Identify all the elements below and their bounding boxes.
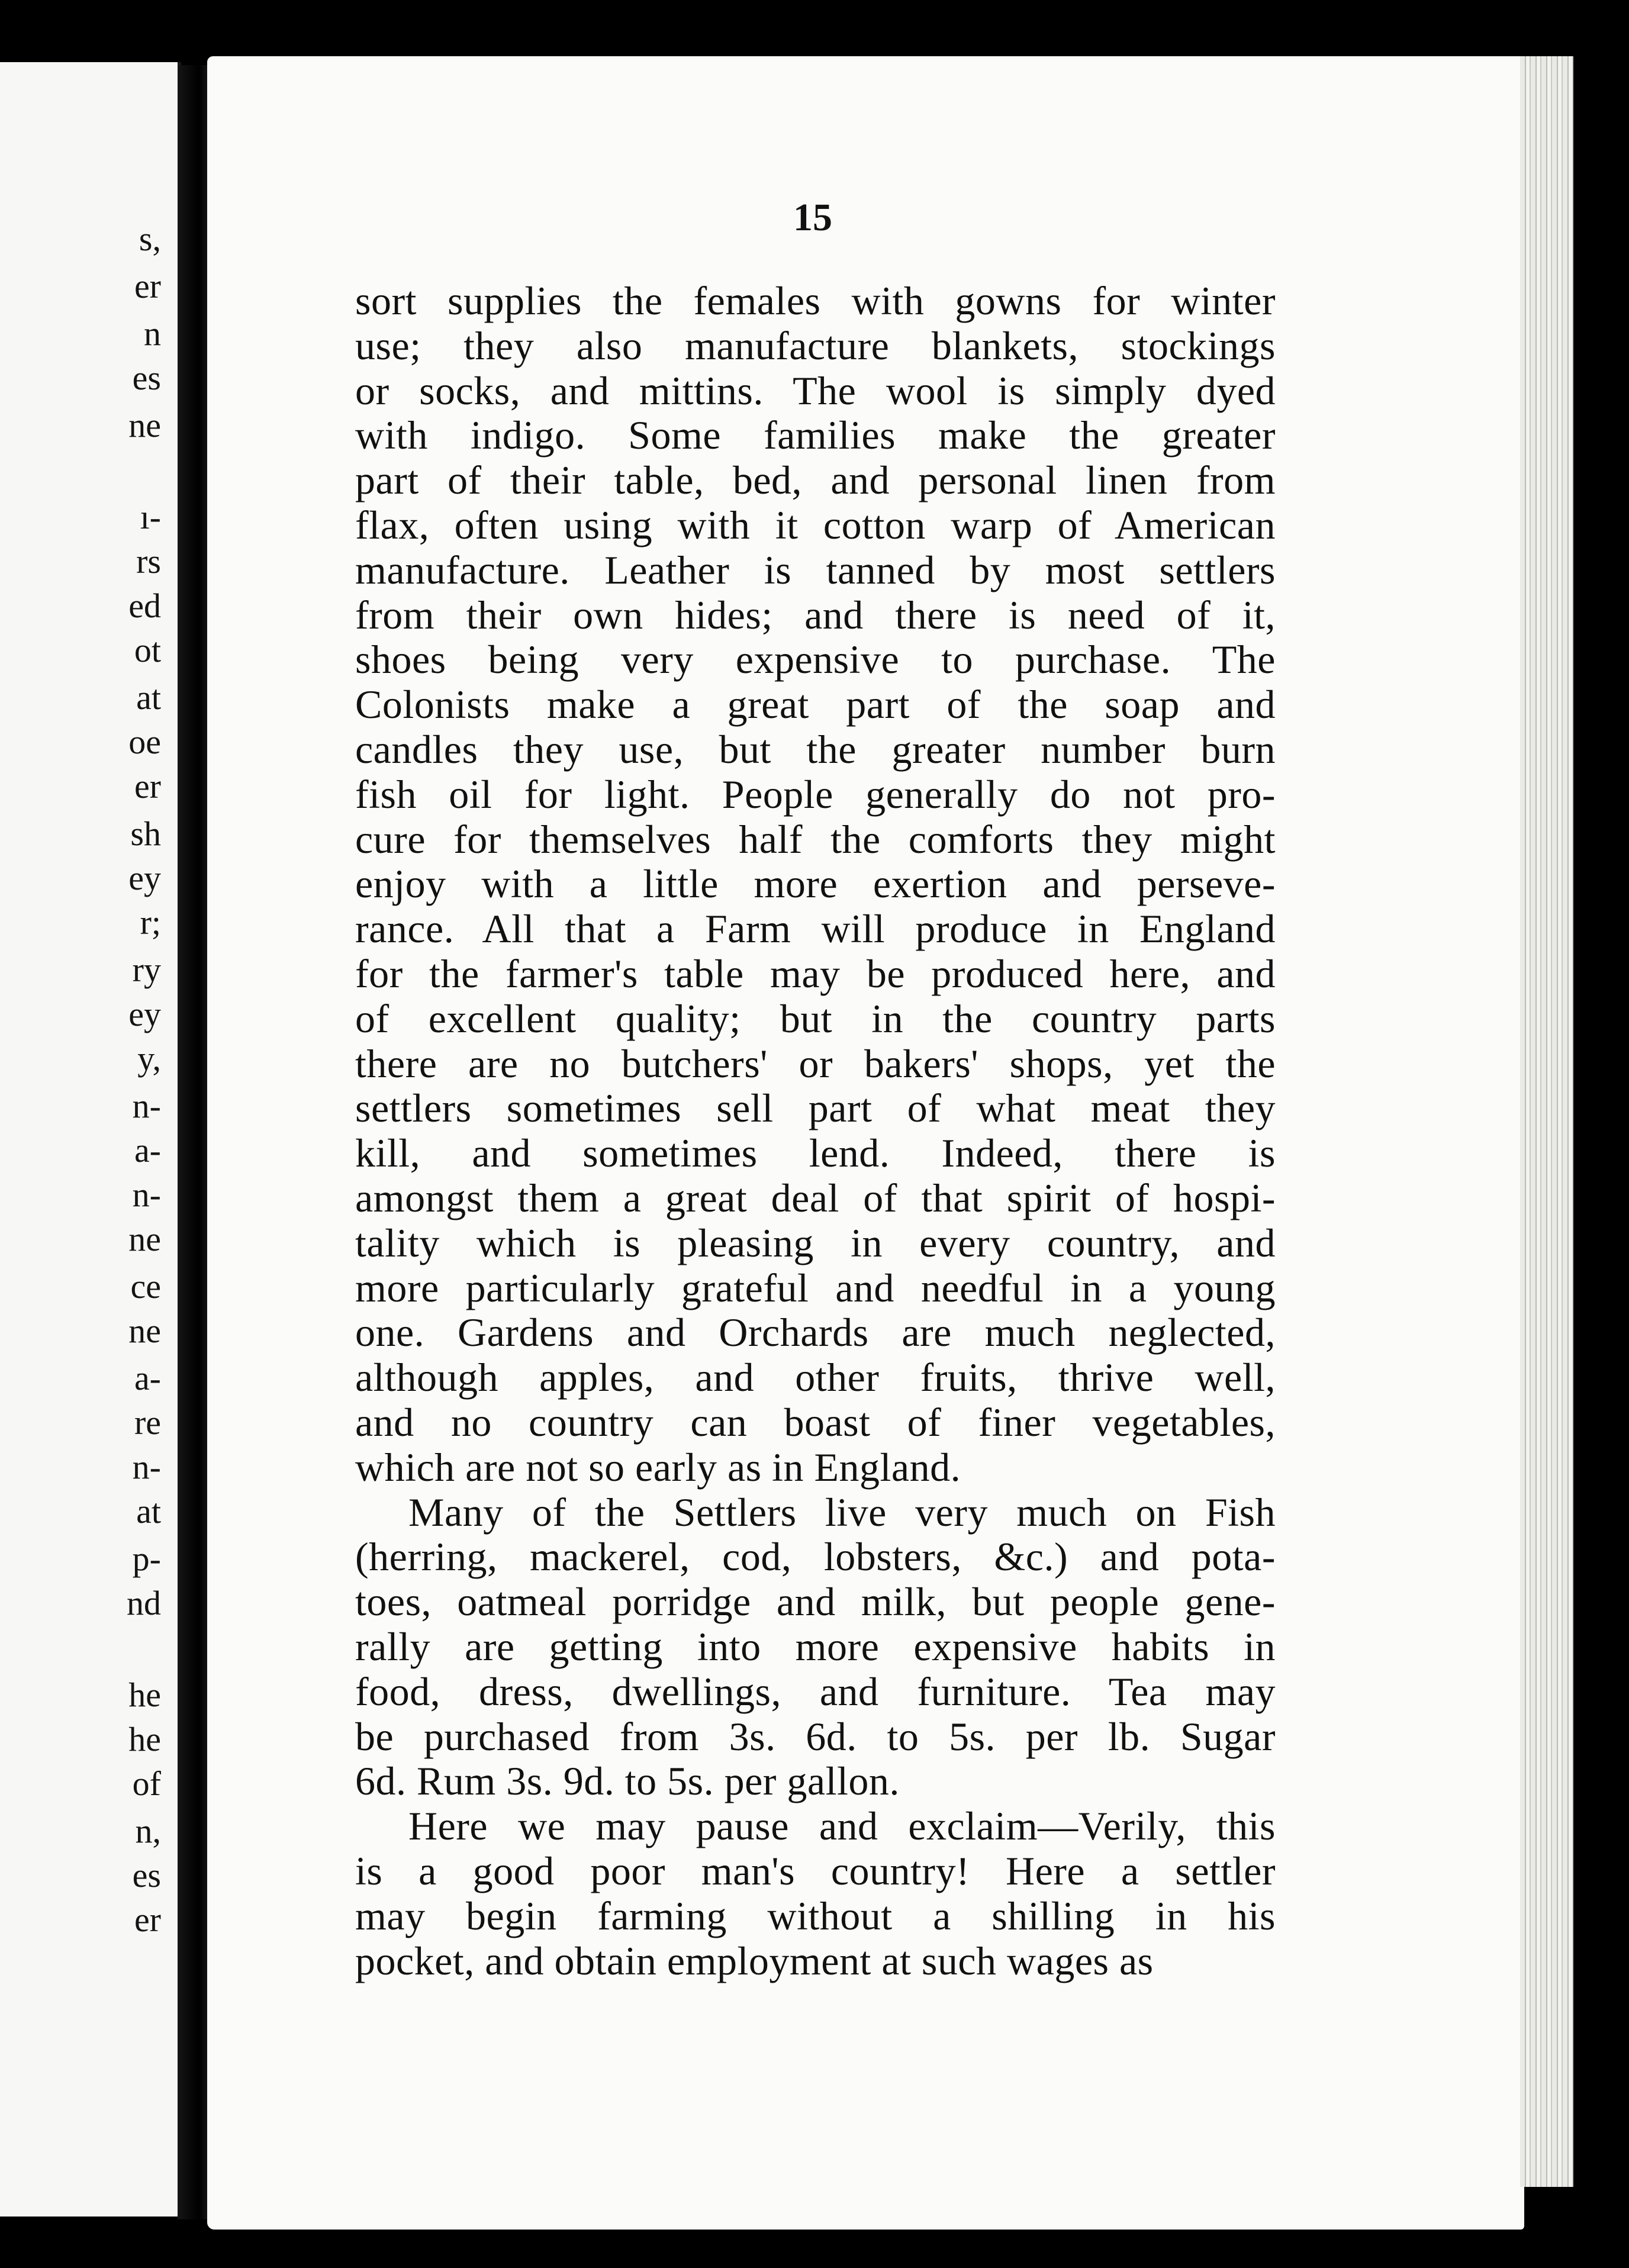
text-line: although apples, and other fruits, thrive well, — [355, 1355, 1276, 1400]
text-line: is a good poor man's country! Here a settler — [355, 1848, 1276, 1893]
left-page-fragment: ed — [128, 587, 161, 625]
text-line: for the farmer's table may be produced here, and — [355, 951, 1276, 996]
left-page-fragment: ey — [128, 859, 161, 897]
page-number: 15 — [793, 196, 832, 239]
text-line: there are no butchers' or bakers' shops, yet the — [355, 1041, 1276, 1086]
text-line: and no country can boast of finer vegetables, — [355, 1400, 1276, 1445]
text-line: rance. All that a Farm will produce in England — [355, 906, 1276, 951]
left-page-fragment: ne — [128, 1220, 161, 1258]
left-page-fragment: at — [136, 1492, 161, 1531]
left-page-fragment: sh — [130, 814, 161, 853]
text-line: or socks, and mittins. The wool is simply dyed — [355, 368, 1276, 413]
left-page-fragment: oe — [128, 723, 161, 761]
left-page-fragment: ı- — [140, 498, 161, 536]
text-line: pocket, and obtain employment at such wages as — [355, 1938, 1154, 1983]
left-page-fragment: y, — [137, 1039, 161, 1078]
left-page-fragment: n- — [132, 1087, 161, 1125]
left-page-fragment: s, — [139, 220, 161, 258]
left-page-fragment: at — [136, 678, 161, 717]
left-page-fragment: er — [134, 767, 161, 806]
left-page-fragment: n — [144, 314, 161, 353]
left-facing-page — [0, 62, 181, 2217]
text-line: rally are getting into more expensive habits in — [355, 1624, 1276, 1669]
left-page-fragment: r; — [140, 903, 161, 942]
left-page-fragment: er — [134, 267, 161, 305]
text-line: tality which is pleasing in every country, and — [355, 1220, 1276, 1265]
left-page-fragment: a- — [134, 1359, 161, 1397]
left-page-fragment: ey — [128, 995, 161, 1033]
left-page-fragment: ne — [128, 1312, 161, 1350]
text-line: Colonists make a great part of the soap and — [355, 682, 1276, 727]
left-page-fragment: of — [132, 1764, 161, 1803]
text-line: sort supplies the females with gowns for winter — [355, 278, 1276, 323]
text-line: 6d. Rum 3s. 9d. to 5s. per gallon. — [355, 1758, 900, 1803]
text-line: manufacture. Leather is tanned by most settlers — [355, 547, 1276, 592]
left-page-fragment: es — [132, 359, 161, 397]
text-line: food, dress, dwellings, and furniture. Tea may — [355, 1669, 1276, 1714]
text-line: shoes being very expensive to purchase. The — [355, 637, 1276, 682]
text-line: with indigo. Some families make the greater — [355, 413, 1276, 458]
left-page-fragment: rs — [136, 542, 161, 581]
page-edges — [1520, 56, 1573, 2187]
text-line: which are not so early as in England. — [355, 1445, 961, 1490]
left-page-fragment: n, — [135, 1812, 161, 1850]
text-line: settlers sometimes sell part of what meat they — [355, 1085, 1276, 1130]
left-page-fragment: ry — [132, 951, 161, 989]
text-line: kill, and sometimes lend. Indeed, there is — [355, 1130, 1276, 1175]
left-page-fragment: he — [128, 1676, 161, 1714]
text-line: Many of the Settlers live very much on Fish — [408, 1490, 1276, 1535]
left-page-fragment: n- — [132, 1175, 161, 1214]
text-line: one. Gardens and Orchards are much neglected, — [355, 1310, 1276, 1355]
left-page-fragment: he — [128, 1720, 161, 1758]
text-line: enjoy with a little more exertion and perseve- — [355, 861, 1276, 906]
text-line: more particularly grateful and needful in a young — [355, 1265, 1276, 1310]
text-line: part of their table, bed, and personal linen from — [355, 458, 1276, 502]
left-page-fragment: ne — [128, 406, 161, 444]
text-line: from their own hides; and there is need of it, — [355, 592, 1276, 637]
text-line: amongst them a great deal of that spirit of hospi- — [355, 1175, 1276, 1220]
text-line: may begin farming without a shilling in his — [355, 1893, 1276, 1938]
left-page-fragment: a- — [134, 1131, 161, 1170]
left-page-fragment: n- — [132, 1448, 161, 1486]
left-page-fragment: p- — [132, 1539, 161, 1578]
text-line: Here we may pause and exclaim—Verily, this — [408, 1803, 1276, 1848]
left-page-fragment: es — [132, 1856, 161, 1895]
left-page-fragment: er — [134, 1900, 161, 1939]
left-page-fragment: nd — [127, 1584, 161, 1622]
text-line: of excellent quality; but in the country parts — [355, 996, 1276, 1041]
text-line: flax, often using with it cotton warp of American — [355, 502, 1276, 547]
left-page-fragment: ce — [130, 1267, 161, 1306]
text-line: (herring, mackerel, cod, lobsters, &c.) and pota- — [355, 1534, 1276, 1579]
text-line: use; they also manufacture blankets, stockings — [355, 323, 1276, 368]
text-line: cure for themselves half the comforts they might — [355, 817, 1276, 862]
text-line: toes, oatmeal porridge and milk, but people gene- — [355, 1579, 1276, 1624]
text-line: fish oil for light. People generally do not pro- — [355, 772, 1276, 817]
left-page-fragment: ot — [134, 631, 161, 669]
text-line: be purchased from 3s. 6d. to 5s. per lb. Sugar — [355, 1714, 1276, 1759]
left-page-fragment: re — [134, 1403, 161, 1442]
text-line: candles they use, but the greater number burn — [355, 727, 1276, 772]
